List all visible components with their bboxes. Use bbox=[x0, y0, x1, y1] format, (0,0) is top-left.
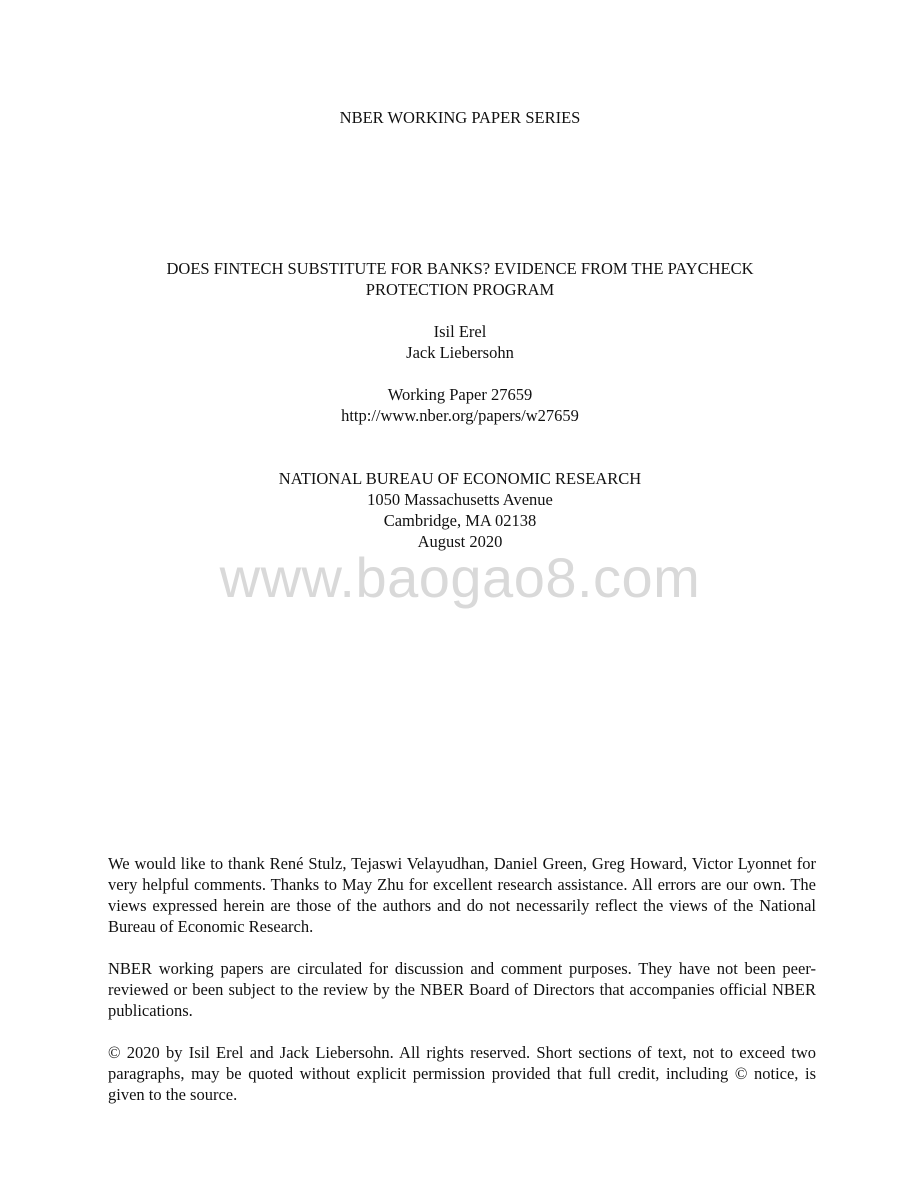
author-name: Jack Liebersohn bbox=[406, 343, 514, 362]
publisher-address-street: 1050 Massachusetts Avenue bbox=[367, 490, 553, 509]
publisher-name: NATIONAL BUREAU OF ECONOMIC RESEARCH bbox=[278, 469, 642, 488]
publication-date: August 2020 bbox=[417, 532, 503, 551]
author-name: Isil Erel bbox=[433, 322, 487, 341]
paper-title-line-2: PROTECTION PROGRAM bbox=[365, 280, 555, 299]
paper-title-line-1: DOES FINTECH SUBSTITUTE FOR BANKS? EVIDENCE FROM THE PAYCHECK bbox=[166, 259, 754, 278]
disclaimer-paragraph: NBER working papers are circulated for discussion and comment purposes. They have not been peer-reviewed or been subject to the review by the NBER Board of Directors that accompanies official NBER publications. bbox=[108, 959, 816, 1020]
working-paper-number: Working Paper 27659 bbox=[387, 385, 533, 404]
acknowledgments-paragraph: We would like to thank René Stulz, Tejaswi Velayudhan, Daniel Green, Greg Howard, Victor Lyonnet for very helpful comments. Thanks to May Zhu for excellent research assistance. All errors are our own. The views expressed herein are those of the authors and do not necessarily reflect the views of the National Bureau of Economic Research. bbox=[108, 854, 816, 936]
watermark: www.baogao8.com bbox=[219, 546, 701, 609]
working-paper-url[interactable]: http://www.nber.org/papers/w27659 bbox=[341, 406, 579, 425]
series-header: NBER WORKING PAPER SERIES bbox=[339, 108, 581, 127]
copyright-paragraph: © 2020 by Isil Erel and Jack Liebersohn. All rights reserved. Short sections of text, not to exceed two paragraphs, may be quoted without explicit permission provided that full credit, including © notice, is given to the source. bbox=[108, 1043, 816, 1104]
publisher-address-city: Cambridge, MA 02138 bbox=[383, 511, 537, 530]
